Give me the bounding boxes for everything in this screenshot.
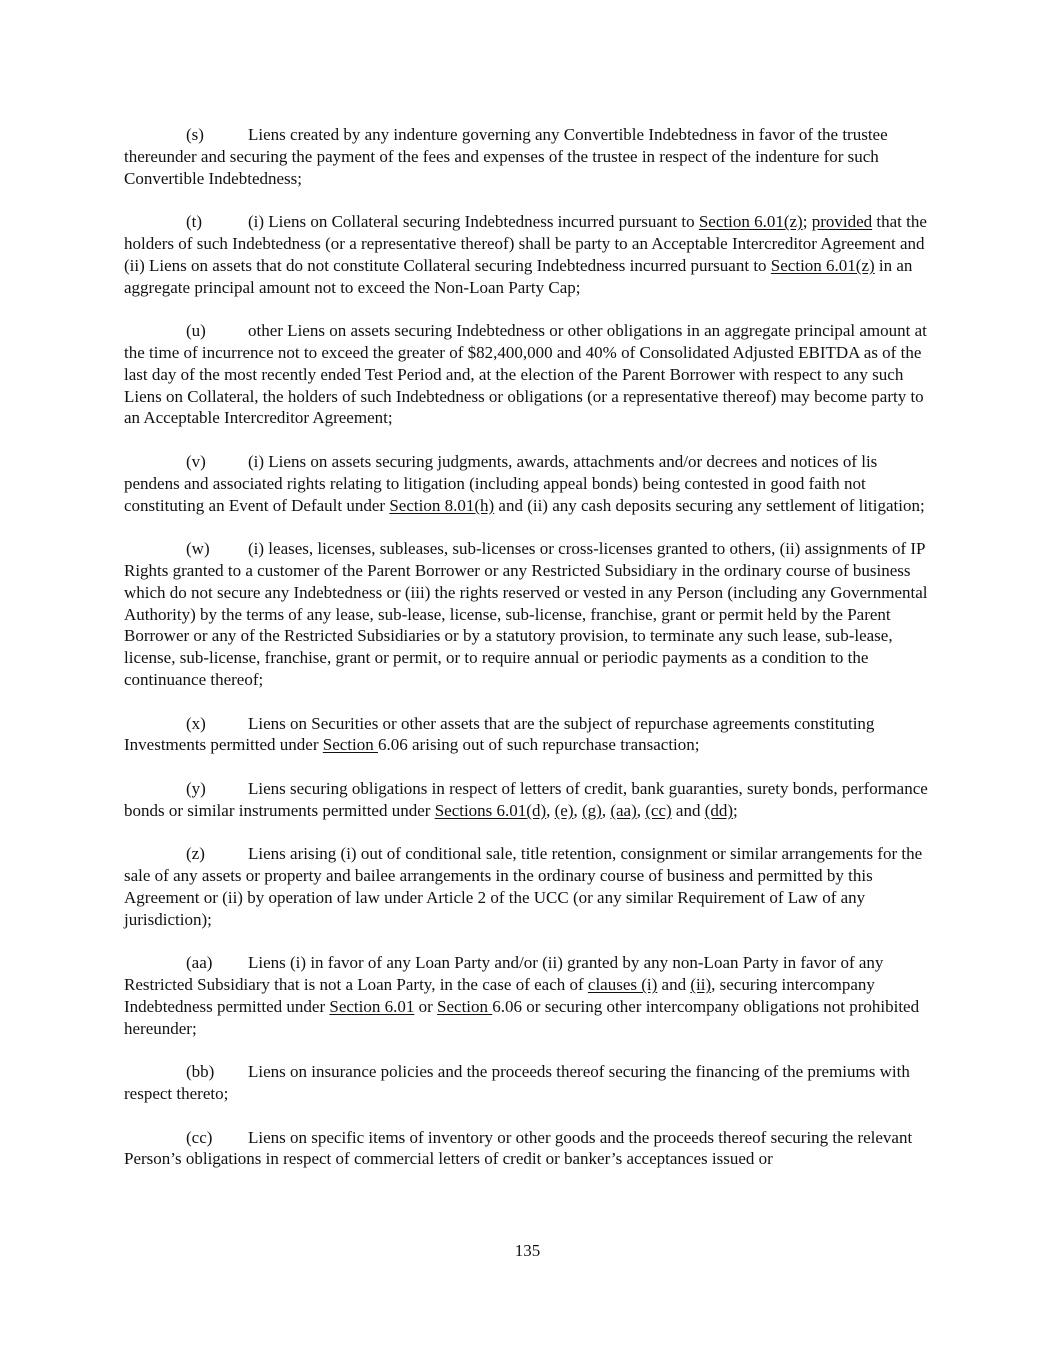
clause-text: ; (733, 800, 738, 820)
clause-paragraph (124, 1127, 934, 1171)
clause-label: (v) (186, 451, 206, 471)
clause-paragraph (124, 538, 934, 691)
clause-paragraph (124, 713, 934, 757)
clause-text: Liens on Securities or other assets that are the subject of repurchase agreements constituting Investments permitted under (124, 713, 875, 755)
clause-text: and (ii) any cash deposits securing any settlement of litigation; (494, 495, 925, 515)
clause-text: that the holders of such Indebtedness (or a representative thereof) shall be party to an Acceptable Intercreditor Agreement and (ii) Liens on assets that do not constitute Collateral securing Indebtedness incurred pursuant to (124, 212, 927, 275)
clause-text: (i) Liens on Collateral securing Indebtedness incurred pursuant to (248, 212, 699, 232)
cross-reference: Section 8.01(h) (389, 495, 495, 515)
cross-reference: (e) (554, 800, 574, 820)
cross-reference: Section 6.01(z) (770, 255, 875, 275)
clause-paragraph (124, 451, 934, 516)
clause-text: (i) Liens on assets securing judgments, awards, attachments and/or decrees and notices of lis pendens and associated rights relating to litigation (including appeal bonds) being contested in good faith not constituting an Event of Default under (124, 451, 878, 515)
clause-label: (cc) (186, 1127, 213, 1147)
clause-text: other Liens on assets securing Indebtedness or other obligations in an aggregate principal amount at the time of incurrence not to exceed the greater of $82,400,000 and 40% of Consolidated Adjusted EBITDA as of the last day of the most recently ended Test Period and, at the election of the Parent Borrower with respect to any such Liens on Collateral, the holders of such Indebtedness or obligations (or a representative thereof) may become party to an Acceptable Intercreditor Agreement; (124, 321, 927, 428)
clause-label: (s) (186, 125, 204, 144)
cross-reference: Section (322, 735, 379, 755)
cross-reference: clauses (i) (587, 975, 658, 995)
clause-paragraph (124, 320, 934, 429)
cross-reference: (dd) (704, 800, 734, 820)
clause-text: , securing intercompany Indebtedness permitted under (124, 975, 875, 1016)
clause-text: Liens on insurance policies and the proceeds thereof securing the financing of the premiums with respect thereto; (124, 1062, 910, 1104)
clause-paragraph (124, 778, 934, 822)
clause-paragraph (124, 124, 934, 189)
cross-reference: (aa) (610, 800, 637, 820)
cross-reference: provided (811, 212, 873, 232)
clause-text: , (601, 800, 611, 820)
clause-label: (aa) (186, 953, 213, 973)
clause-text: in an aggregate principal amount not to exceed the Non-Loan Party Cap; (124, 255, 913, 297)
clause-paragraph (124, 1061, 934, 1105)
clause-text: and (657, 975, 691, 995)
clause-text: 6.06 or securing other intercompany obligations not prohibited hereunder; (124, 996, 920, 1038)
cross-reference: (ii) (690, 975, 712, 995)
clause-text: and (671, 800, 705, 820)
clause-text: , (636, 800, 646, 820)
clause-label: (bb) (186, 1062, 215, 1082)
cross-reference: (g) (582, 800, 602, 820)
clause-text: (i) leases, licenses, subleases, sub-licenses or cross-licenses granted to others, (ii) assignments of IP Rights granted to a customer of the Parent Borrower or any Restricted Subsidiary in the ordinary course of business which do not secure any Indebtedness or (iii) the rights reserved or vested in any Person (including any Governmental Authority) by the terms of any lease, sub-lease, license, sub-license, franchise, grant or permit held by the Parent Borrower or any of the Restricted Subsidiaries or by a statutory provision, to terminate any such lease, sub-lease, license, sub-license, franchise, grant or permit, or to require annual or periodic payments as a condition to the continuance thereof; (124, 539, 928, 689)
clause-label: (y) (186, 778, 206, 798)
clause-text: Liens (i) in favor of any Loan Party and/or (ii) granted by any non-Loan Party in favor of any Restricted Subsidiary that is not a Loan Party, in the case of each of (124, 953, 884, 995)
clause-label: (w) (186, 539, 210, 559)
cross-reference: (cc) (645, 800, 672, 820)
clause-text: , (546, 800, 555, 820)
clause-text: Liens created by any indenture governing any Convertible Indebtedness in favor of the trustee thereunder and securing the payment of the fees and expenses of the trustee in respect of the indenture for such Convertible Indebtedness; (124, 125, 888, 188)
clause-text: Liens arising (i) out of conditional sale, title retention, consignment or similar arrangements for the sale of any assets or property and bailee arrangements in the ordinary course of business and permitted by this Agreement or (ii) by operation of law under Article 2 of the UCC (or any similar Requirement of Law of any jurisdiction); (124, 844, 923, 929)
clause-paragraph (124, 211, 934, 298)
clause-label: (u) (186, 321, 206, 341)
clause-paragraph (124, 952, 934, 1039)
clause-text: Liens on specific items of inventory or other goods and the proceeds thereof securing the relevant Person’s obligations in respect of commercial letters of credit or banker’s acceptances issued or (124, 1127, 913, 1169)
document-body (124, 124, 934, 1192)
clause-text: or (414, 996, 438, 1016)
cross-reference: Sections 6.01(d) (434, 800, 547, 820)
cross-reference: Section 6.01 (329, 996, 415, 1016)
clause-text: 6.06 arising out of such repurchase transaction; (378, 735, 700, 755)
cross-reference: Section 6.01(z) (698, 212, 803, 232)
clause-label: (t) (186, 212, 203, 232)
clause-text: , (573, 800, 582, 820)
cross-reference: Section (437, 996, 493, 1016)
clause-text: Liens securing obligations in respect of letters of credit, bank guaranties, surety bonds, performance bonds or similar instruments permitted under (124, 778, 928, 820)
page-number: 135 (514, 1241, 541, 1260)
clause-label: (z) (186, 844, 205, 864)
clause-label: (x) (186, 713, 206, 733)
clause-text: ; (802, 212, 812, 232)
clause-paragraph (124, 843, 934, 930)
